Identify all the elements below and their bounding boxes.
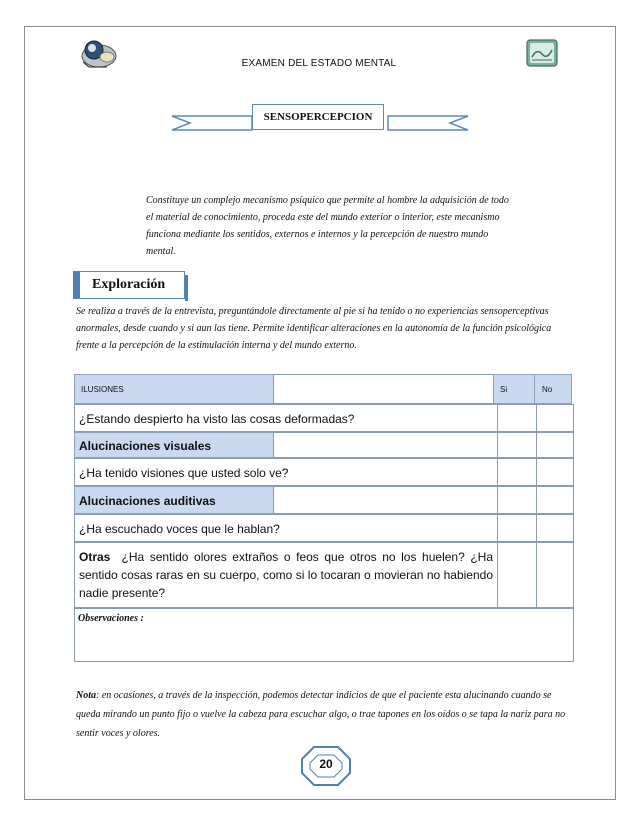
answer-si-checkbox[interactable] [497, 458, 537, 486]
header-title: EXAMEN DEL ESTADO MENTAL [241, 58, 397, 69]
table-header-label-cell [74, 374, 274, 404]
auditivas-label: Alucinaciones auditivas [79, 494, 216, 508]
visuales-no-cell [536, 432, 574, 458]
question-otras: ¿Ha sentido olores extraños o feos que otros no los huelen? ¿Ha sentido cosas raras en su cuerpo, como si lo tocaran o movieran no habiendo nadie presente? [79, 550, 494, 600]
table-header-no-cell [534, 374, 572, 404]
observaciones-label: Observaciones : [78, 613, 144, 624]
auditivas-empty-cell [273, 486, 498, 514]
table-header-si-cell [493, 374, 535, 404]
nota-text: : en ocasiones, a través de la inspección, podemos detectar indicios de que el paciente esta alucinando cuando se queda mirando un punto fijo o vuelve la cabeza para escuchar algo, o trae tapones en los oídos o se tapa la nariz para no sentir voces y olores. [76, 690, 566, 739]
exploracion-heading: Exploración [73, 271, 185, 299]
auditivas-label-cell [74, 486, 274, 514]
question-auditivas: ¿Ha escuchado voces que le hablan? [79, 522, 280, 536]
nota-paragraph [76, 686, 576, 743]
visuales-label-cell [74, 432, 274, 458]
nota-label: Nota [76, 690, 96, 701]
exploracion-paragraph: Se realiza a través de la entrevista, preguntándole directamente al pie si ha tenido o no experiencias sensoperceptivas anormales, desde cuando y si aun las tiene. Permite identificar alteraciones en la autonomía de la función psicológica frente a la percepción de la estimulación interna y del mundo externo. [76, 306, 552, 351]
table-header-si: Si [500, 385, 508, 394]
question-auditivas-cell [74, 514, 498, 542]
table-header-label: ILUSIONES [81, 385, 124, 394]
page-number: 20 [319, 757, 333, 771]
question-ilusiones: ¿Estando despierto ha visto las cosas deformadas? [79, 412, 355, 426]
visuales-si-cell [497, 432, 537, 458]
visuales-label: Alucinaciones visuales [79, 439, 212, 453]
answer-si-checkbox[interactable] [497, 542, 537, 608]
auditivas-si-cell [497, 486, 537, 514]
table-header-empty-cell [273, 374, 494, 404]
observaciones-field[interactable] [74, 608, 574, 662]
otras-label: Otras [79, 550, 111, 564]
answer-no-checkbox[interactable] [536, 458, 574, 486]
section-title: SENSOPERCEPCION [252, 104, 384, 130]
answer-si-checkbox[interactable] [497, 404, 537, 432]
question-otras-block [79, 548, 493, 602]
question-otras-cell [74, 542, 498, 608]
answer-no-checkbox[interactable] [536, 514, 574, 542]
question-visuales-cell [74, 458, 498, 486]
table-header-no: No [542, 385, 553, 394]
answer-no-checkbox[interactable] [536, 404, 574, 432]
intro-paragraph: Constituye un complejo mecanismo psíquico que permite al hombre la adquisición de todo el material de conocimiento, proceda este del mundo exterior o interior, este mecanismo funciona mediante los sentidos, externos e internos y la percepción de nuestro mundo mental. [146, 195, 509, 257]
auditivas-no-cell [536, 486, 574, 514]
question-visuales: ¿Ha tenido visiones que usted solo ve? [79, 466, 289, 480]
answer-si-checkbox[interactable] [497, 514, 537, 542]
answer-no-checkbox[interactable] [536, 542, 574, 608]
question-ilusiones-cell [74, 404, 498, 432]
visuales-empty-cell [273, 432, 498, 458]
